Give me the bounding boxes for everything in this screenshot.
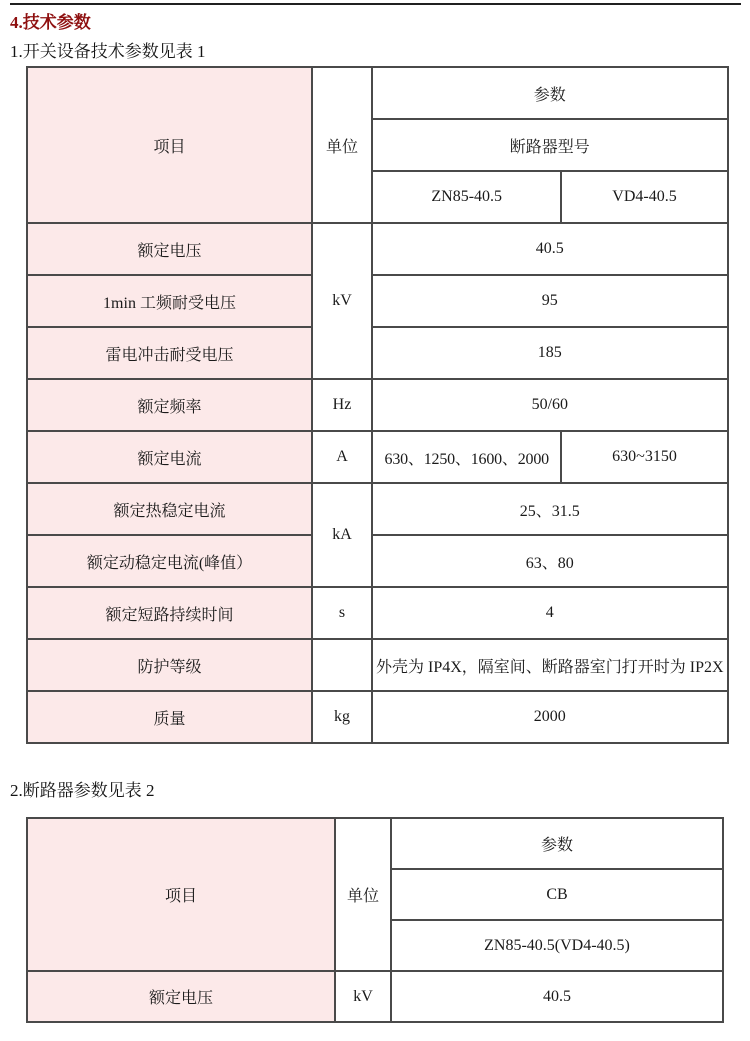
section2-label: 2.断路器参数见表 2 [10, 781, 155, 800]
table-row [27, 971, 723, 1022]
value-zn85-cell: 630、1250、1600、2000 [372, 431, 561, 483]
table-row [27, 587, 728, 639]
table-row [27, 223, 728, 275]
row-label-cell: 质量 [27, 691, 312, 743]
value-cell: 63、80 [372, 535, 728, 587]
value-cell: 185 [372, 327, 728, 379]
header-model-cell: ZN85-40.5(VD4-40.5) [391, 920, 723, 971]
header-breaker-model-cell: 断路器型号 [372, 119, 728, 171]
header-param-cell: 参数 [372, 67, 728, 119]
breaker-params-table [26, 817, 724, 1023]
value-cell: 40.5 [391, 971, 723, 1022]
value-cell: 95 [372, 275, 728, 327]
unit-cell: kg [312, 691, 372, 743]
row-label-cell: 1min 工频耐受电压 [27, 275, 312, 327]
value-cell: 外壳为 IP4X，隔室间、断路器室门打开时为 IP2X [372, 639, 728, 691]
row-label-cell: 额定电流 [27, 431, 312, 483]
value-cell: 50/60 [372, 379, 728, 431]
switchgear-params-table [26, 66, 729, 744]
table-row [27, 67, 728, 119]
unit-cell: Hz [312, 379, 372, 431]
table-row [27, 535, 728, 587]
header-unit-cell: 单位 [312, 67, 372, 223]
header-cb-cell: CB [391, 869, 723, 920]
table-row [27, 275, 728, 327]
row-label-cell: 额定电压 [27, 223, 312, 275]
header-model-vd4-cell: VD4-40.5 [561, 171, 727, 223]
header-unit-cell: 单位 [335, 818, 391, 971]
row-label-cell: 雷电冲击耐受电压 [27, 327, 312, 379]
unit-cell: kA [312, 483, 372, 587]
row-label-cell: 额定频率 [27, 379, 312, 431]
value-cell: 4 [372, 587, 728, 639]
unit-cell: s [312, 587, 372, 639]
unit-cell [312, 639, 372, 691]
top-rule [10, 3, 741, 5]
header-item-cell: 项目 [27, 67, 312, 223]
row-label-cell: 额定电压 [27, 971, 335, 1022]
document-page [0, 3, 750, 1023]
value-vd4-cell: 630~3150 [561, 431, 727, 483]
row-label-cell: 防护等级 [27, 639, 312, 691]
row-label-cell: 额定短路持续时间 [27, 587, 312, 639]
unit-cell: A [312, 431, 372, 483]
value-cell: 25、31.5 [372, 483, 728, 535]
table-row [27, 327, 728, 379]
header-item-cell: 项目 [27, 818, 335, 971]
table-row [27, 431, 728, 483]
table-row [27, 639, 728, 691]
header-model-zn85-cell: ZN85-40.5 [372, 171, 561, 223]
table-row [27, 483, 728, 535]
table-row [27, 691, 728, 743]
unit-cell: kV [335, 971, 391, 1022]
value-cell: 40.5 [372, 223, 728, 275]
value-cell: 2000 [372, 691, 728, 743]
unit-cell: kV [312, 223, 372, 379]
table-row [27, 818, 723, 869]
section1-label: 1.开关设备技术参数见表 1 [10, 42, 206, 61]
page-title: 4.技术参数 [10, 13, 91, 32]
row-label-cell: 额定动稳定电流(峰值） [27, 535, 312, 587]
table-row [27, 379, 728, 431]
row-label-cell: 额定热稳定电流 [27, 483, 312, 535]
header-param-cell: 参数 [391, 818, 723, 869]
